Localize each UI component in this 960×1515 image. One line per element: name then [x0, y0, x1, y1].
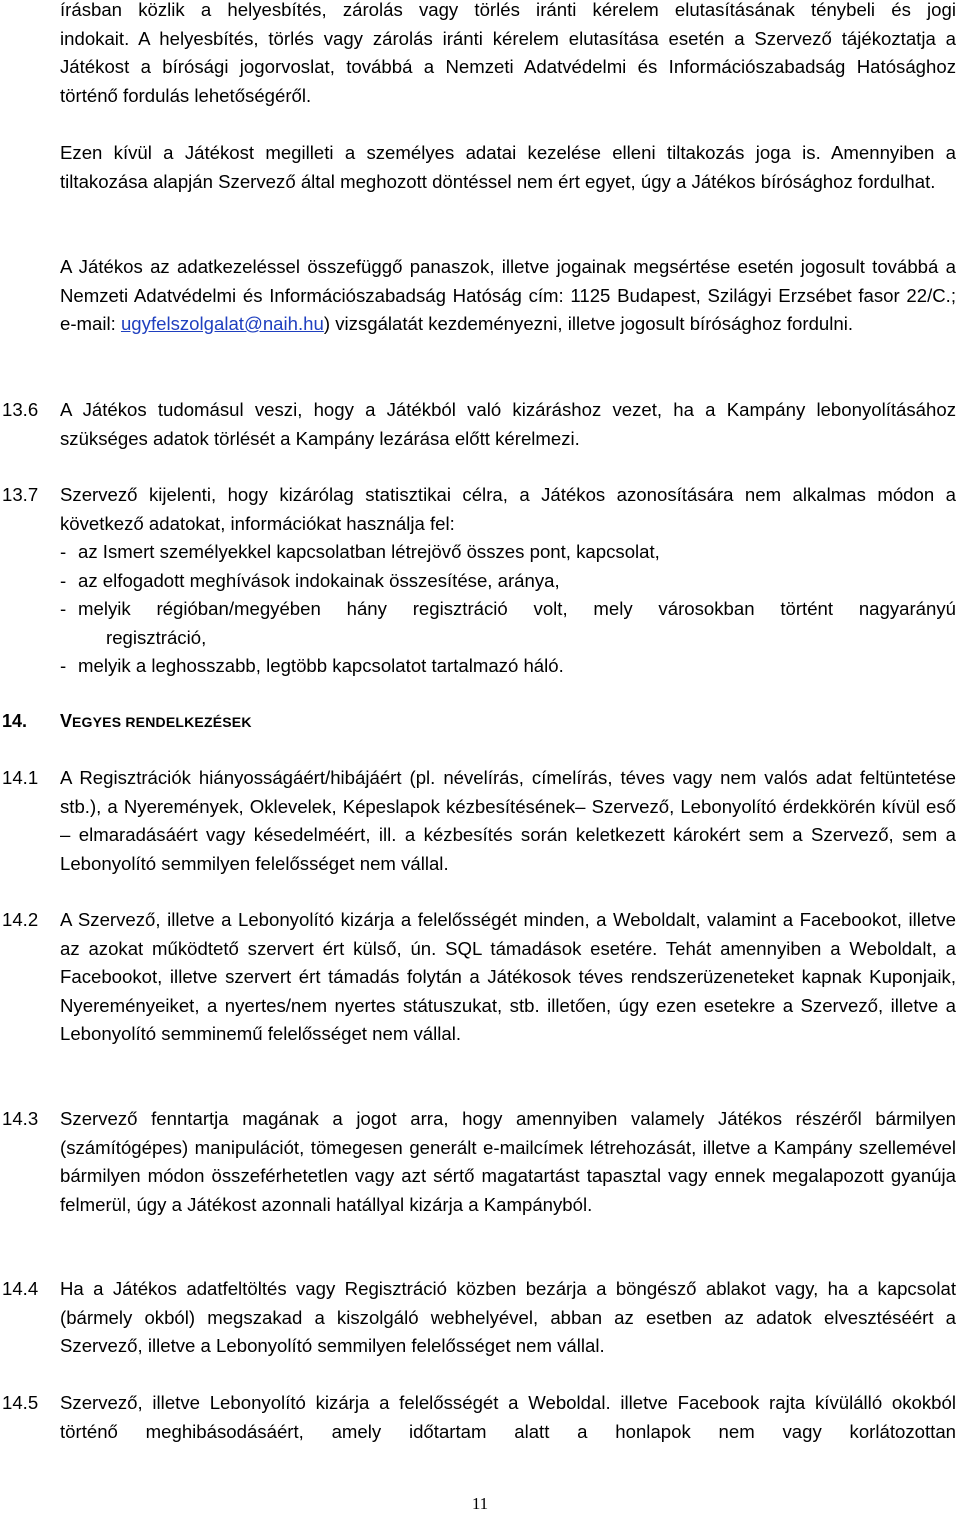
- list-item-text: az Ismert személyekkel kapcsolatban létrejövő összes pont, kapcsolat,: [78, 541, 660, 562]
- section-title: [60, 707, 956, 737]
- section-text: A Szervező, illetve a Lebonyolító kizárja a felelősségét minden, a Weboldalt, valamint a Facebookot, illetve az azokat működtető szervert ért külső, ún. SQL támadások esetére. Tehát amennyiben a Weboldalt, a Facebookot, illetve szervert ért támadás folytán a Játékosok téves rendszerüzeneteket kapnak Kuponjaik, Nyereményeiket, a nyertes/nem nyertes státuszukat, stb. illetően, úgy ezen esetekre a Szervező, illetve a Lebonyolító semminemű felelősséget nem vállal.: [60, 909, 956, 1044]
- section-text: A Játékos tudomásul veszi, hogy a Játékból való kizáráshoz vezet, ha a Kampány lebonyolításához szükséges adatok törlését a Kampány lezárása előtt kérelmezi.: [60, 399, 956, 449]
- section-title-initial: V: [60, 711, 73, 731]
- list-item: [60, 595, 956, 652]
- intro-paragraph-3-after: ) vizsgálatát kezdeményezni, illetve jogosult bírósághoz fordulni.: [323, 313, 854, 334]
- dash-bullet: -: [60, 569, 67, 591]
- intro-paragraph-3: [60, 253, 956, 339]
- dash-bullet: -: [60, 541, 67, 562]
- list-item-text: melyik régióban/megyében hány regisztráció volt, mely városokban történt nagyarányú: [78, 598, 956, 619]
- naih-email-link[interactable]: ugyfelszolgalat@naih.hu: [120, 313, 324, 334]
- intro-paragraph-1-rest: indokait. A helyesbítés, törlés vagy zárolás iránti kérelem elutasítása esetén a Szervező tájékoztatja a Játékost a bírósági jogorvoslat, továbbá a Nemzeti Adatvédelmi és Információszabadság Hatósághoz történő fordulás lehetőségéről.: [60, 27, 956, 106]
- list-item: [60, 538, 956, 567]
- list-item: [60, 652, 956, 681]
- intro-paragraph-1: [60, 0, 956, 110]
- list-item: [60, 567, 956, 596]
- section-text-block: [60, 481, 956, 681]
- section-number: 14.2: [2, 909, 39, 930]
- section-number: 14.4: [2, 1278, 39, 1299]
- section-number: 14.3: [2, 1108, 39, 1129]
- section-number: 13.7: [2, 484, 39, 505]
- intro-paragraph-3-before: A Játékos az adatkezeléssel összefüggő panaszok, illetve jogainak megsértése esetén jogosult továbbá a Nemzeti Adatvédelmi és Információszabadság Hatóság cím: 1125 Budapest, Szilágyi Erzsébet fasor 22/C.; e-mail:: [60, 256, 956, 334]
- section-text: Ha a Játékos adatfeltöltés vagy Regisztráció közben bezárja a böngésző ablakot vagy, ha a kapcsolat (bármely okból) megszakad a kiszolgáló webhelyével, abban az esetben az adatok elvesztéséért a Szervező, illetve a Lebonyolító semmilyen felelősséget nem vállal.: [60, 1278, 956, 1356]
- section-number: 14.: [2, 711, 28, 731]
- section-number: 13.6: [2, 399, 39, 420]
- section-text: Szervező kijelenti, hogy kizárólag statisztikai célra, a Játékos azonosítására nem alkalmas módon a következő adatokat, információkat használja fel:: [60, 484, 956, 534]
- section-text: Szervező fenntartja magának a jogot arra, hogy amennyiben valamely Játékos részéről bármilyen (számítógépes) manipulációt, tömegesen generált e-mailcímek létrehozását, illetve a Kampány szellemével bármilyen módon összeférhetetlen vagy azt sértő magatartást tapasztal vagy ennek megalapozott gyanúja felmerül, úgy a Játékost azonnali hatállyal kizárja a Kampányból.: [60, 1108, 956, 1215]
- page-number: 11: [471, 1494, 489, 1513]
- section-title-rest: EGYES RENDELKEZÉSEK: [72, 714, 252, 730]
- section-number: 14.5: [2, 1392, 39, 1413]
- dash-bullet: -: [60, 655, 67, 676]
- dash-bullet: -: [60, 598, 67, 619]
- intro-paragraph-2: Ezen kívül a Játékost megilleti a személyes adatai kezelése elleni tiltakozás joga is. Amennyiben a tiltakozása alapján Szervező által meghozott döntéssel nem ért egyet, úgy a Játékos bírósághoz fordulhat.: [60, 142, 956, 192]
- list-item-continuation: regisztráció,: [106, 626, 207, 648]
- section-number: 14.1: [2, 767, 39, 788]
- intro-paragraph-1-first-line: írásban közlik a helyesbítés, zárolás vagy törlés iránti kérelem elutasításának ténybeli és jogi: [60, 0, 956, 20]
- list-item-text: az elfogadott meghívások indokainak összesítése, aránya,: [78, 569, 560, 591]
- section-text: Szervező, illetve Lebonyolító kizárja a felelősségét a Weboldal. illetve Facebook rajta kívülálló okokból történő meghibásodásáért, amely időtartam alatt a honlapok nem vagy korlátozottan: [60, 1392, 956, 1442]
- list-item-text: melyik a leghosszabb, legtöbb kapcsolatot tartalmazó háló.: [78, 655, 564, 676]
- section-text: A Regisztrációk hiányosságáért/hibájáért (pl. névelírás, címelírás, téves vagy nem valós adat feltüntetése stb.), a Nyeremények, Oklevelek, Képeslapok kézbesítésének– Szervező, Lebonyolító érdekkörén kívül eső – elmaradásáért vagy késedelméért, ill. a kézbesítés során keletkezett károkért sem a Szervező, sem a Lebonyolító semmilyen felelősséget nem vállal.: [60, 767, 956, 874]
